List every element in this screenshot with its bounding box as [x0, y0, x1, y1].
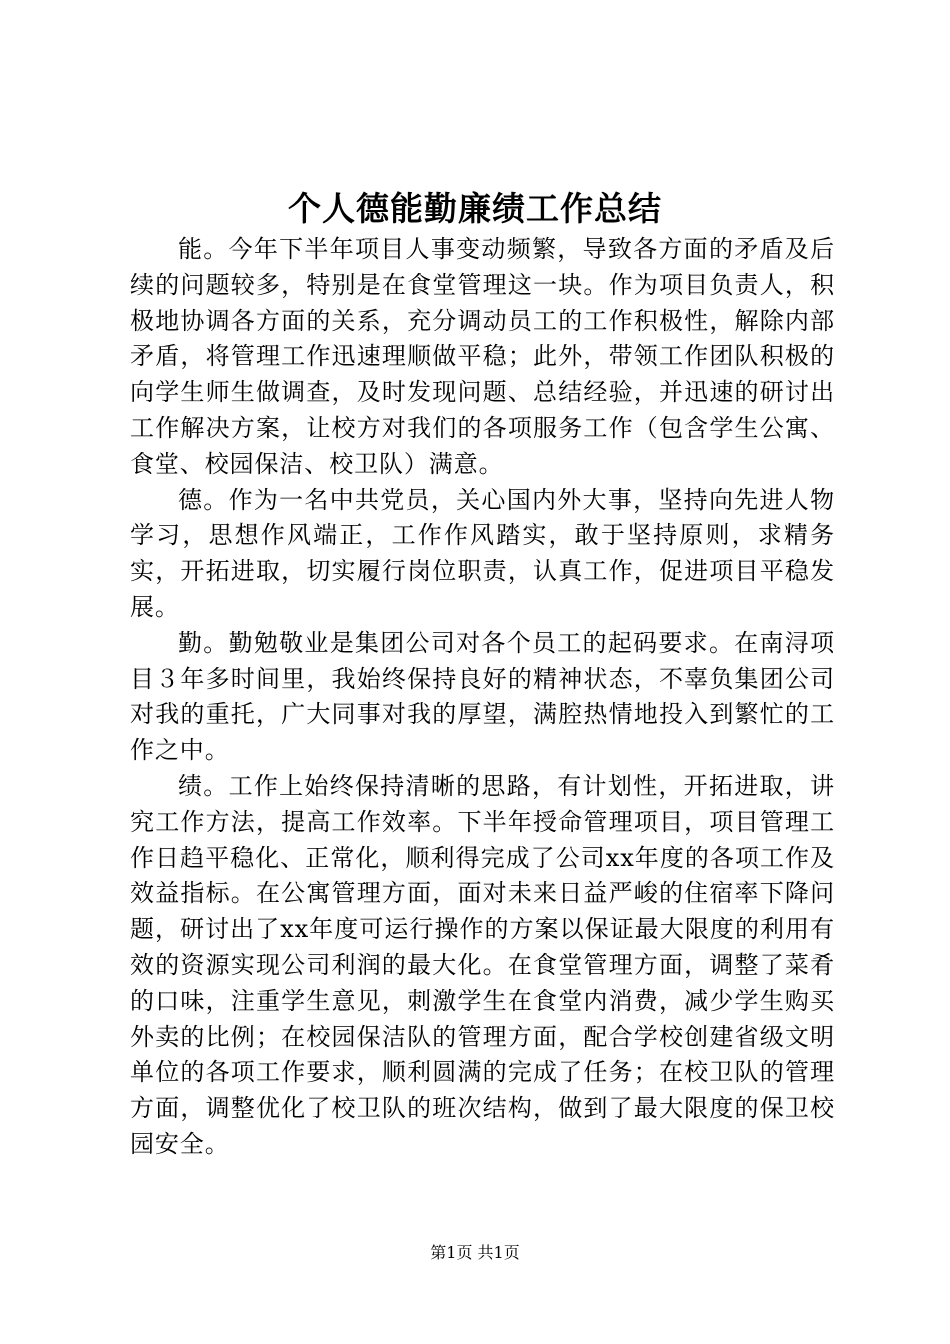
document-body — [130, 232, 835, 1163]
paragraph-achievement: 绩。工作上始终保持清晰的思路，有计划性，开拓进取，讲究工作方法，提高工作效率。下半年授命管理项目，项目管理工作日趋平稳化、正常化，顺利得完成了公司xx年度的各项工作及效益指标。在公寓管理方面，面对未来日益严峻的住宿率下降问题，研讨出了xx年度可运行操作的方案以保证最大限度的利用有效的资源实现公司利润的最大化。在食堂管理方面，调整了菜肴的口味，注重学生意见，刺激学生在食堂内消费，减少学生购买外卖的比例；在校园保洁队的管理方面，配合学校创建省级文明单位的各项工作要求，顺利圆满的完成了任务；在校卫队的管理方面，调整优化了校卫队的班次结构，做到了最大限度的保卫校园安全。 — [130, 771, 835, 1158]
paragraph-diligence: 勤。勤勉敬业是集团公司对各个员工的起码要求。在南浔项目３年多时间里，我始终保持良好的精神状态，不辜负集团公司对我的重托，广大同事对我的厚望，满腔热情地投入到繁忙的工作之中。 — [130, 628, 835, 765]
page-number-footer: 第1页 共1页 — [430, 1243, 520, 1262]
paragraph-ability: 能。今年下半年项目人事变动频繁，导致各方面的矛盾及后续的问题较多，特别是在食堂管理这一块。作为项目负责人，积极地协调各方面的关系，充分调动员工的工作积极性，解除内部矛盾，将管理工作迅速理顺做平稳；此外，带领工作团队积极的向学生师生做调查，及时发现问题、总结经验，并迅速的研讨出工作解决方案，让校方对我们的各项服务工作（包含学生公寓、食堂、校园保洁、校卫队）满意。 — [130, 235, 835, 478]
paragraph-morality: 德。作为一名中共党员，关心国内外大事，坚持向先进人物学习，思想作风端正，工作作风踏实，敢于坚持原则，求精务实，开拓进取，切实履行岗位职责，认真工作，促进项目平稳发展。 — [130, 485, 835, 621]
document-title: 个人德能勤廉绩工作总结 — [288, 189, 662, 228]
